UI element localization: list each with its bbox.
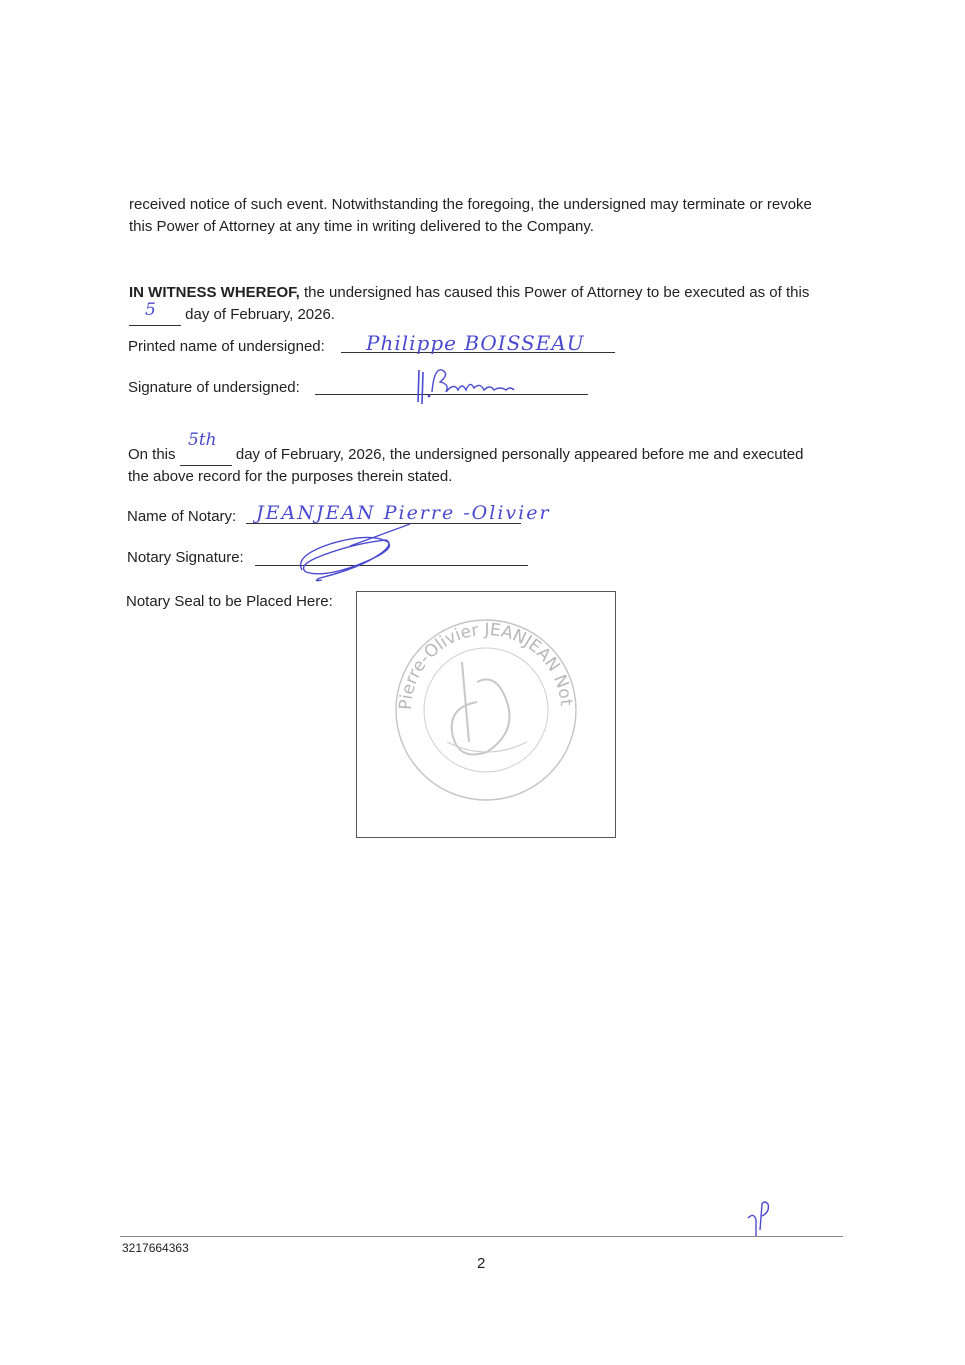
document-number: 3217664363 xyxy=(122,1241,189,1255)
notary-name-handwritten: JEANJEAN Pierre -Olivier xyxy=(256,502,551,524)
signature-label: Signature of undersigned: xyxy=(128,379,300,396)
printed-name-handwritten: Philippe BOISSEAU xyxy=(366,331,585,355)
footer-initials xyxy=(744,1200,776,1238)
notary-seal-stamp xyxy=(351,577,615,837)
witness-heading: IN WITNESS WHEREOF, xyxy=(129,284,300,301)
notary-seal-label: Notary Seal to be Placed Here: xyxy=(126,593,333,610)
printed-name-label: Printed name of undersigned: xyxy=(128,338,325,355)
witness-paragraph xyxy=(129,282,859,326)
witness-date-text: day of February, 2026. xyxy=(181,306,335,323)
notary-paragraph xyxy=(128,444,858,488)
notary-para-prefix: On this xyxy=(128,446,176,463)
intro-line-1: received notice of such event. Notwithstanding the foregoing, the undersigned may terminate or revoke xyxy=(129,196,812,213)
intro-line-2: this Power of Attorney at any time in writing delivered to the Company. xyxy=(129,218,594,235)
footer-rule xyxy=(120,1236,843,1237)
notary-day-handwritten: 5th xyxy=(188,430,217,450)
notary-para-line-2: the above record for the purposes therein stated. xyxy=(128,468,453,485)
notary-name-label: Name of Notary: xyxy=(127,508,237,525)
notary-day-blank xyxy=(180,449,232,466)
witness-day-handwritten: 5 xyxy=(145,300,156,320)
page-number: 2 xyxy=(477,1255,486,1272)
notary-signature xyxy=(290,520,430,586)
intro-paragraph xyxy=(129,194,859,238)
notary-para-text: day of February, 2026, the undersigned personally appeared before me and executed xyxy=(231,446,804,463)
undersigned-signature xyxy=(410,362,530,408)
seal-text: Pierre-Olivier JEANJEAN Notaire associé xyxy=(351,577,576,711)
notary-signature-label: Notary Signature: xyxy=(127,549,244,566)
witness-text: the undersigned has caused this Power of Attorney to be executed as of this xyxy=(299,284,810,301)
notary-seal-box xyxy=(351,577,616,838)
